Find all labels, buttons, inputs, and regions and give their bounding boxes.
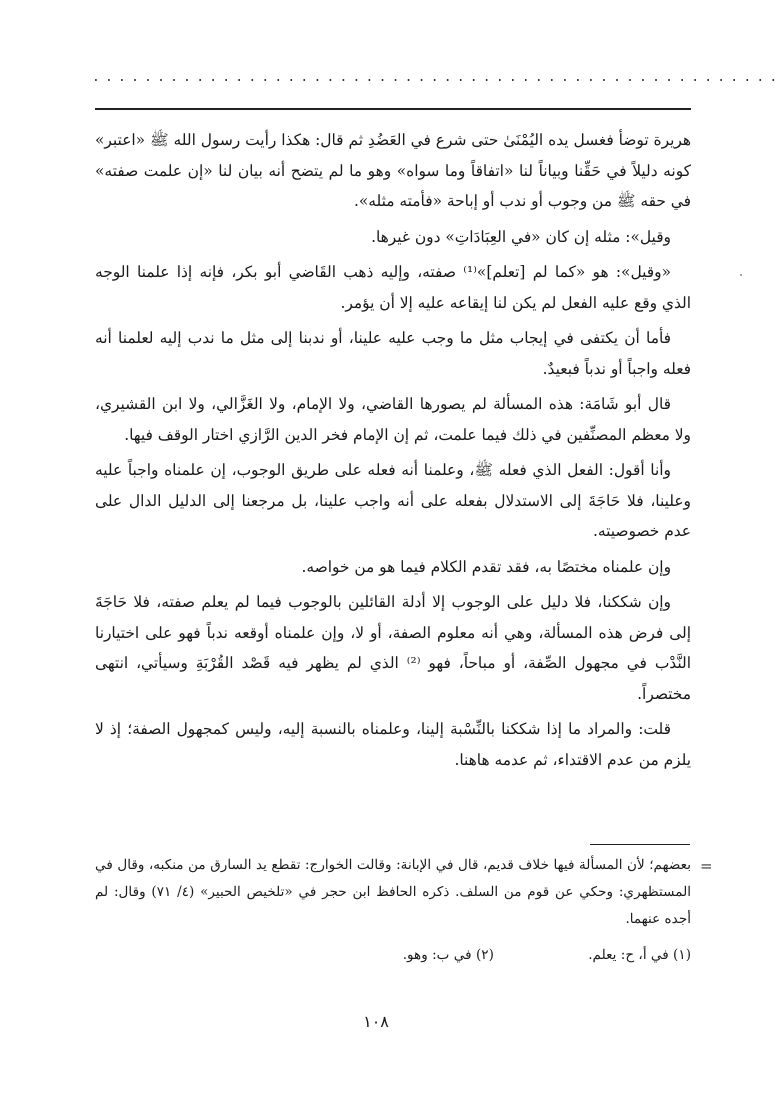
paragraph: «وقيل»: هو «كما لم [تعلم]»⁽¹⁾ صفته، وإليه ذهب القَاضي أبو بكر، فإنه إذا علمنا الوجه الذي وقع عليه الفعل لم يكن لنا إيقاعه عليه إلا أن يؤمر. [95,263,691,312]
footnote-1: (١) في أ، ح: يعلم. [588,947,691,963]
scan-speck [740,274,742,276]
footnote-refs [95,942,691,969]
footnotes-area [95,852,691,933]
paragraph: وأنا أقول: الفعل الذي فعله ﷺ، وعلمنا أنه فعله على طريق الوجوب، إن علمناه واجباً عليه وعلينا، فلا حَاجَةَ إلى الاستدلال بفعله على أنه واجب علينا، بل مرجعنا إلى الدليل الدال على عدم خصوصيته. [95,461,691,540]
paragraph: وقيل»: مثله إن كان «في العِبَادَاتِ» دون غيرها. [371,227,671,246]
header-rule [95,108,691,110]
footnote-continuation-mark: = [700,857,713,875]
footnote-continuation: بعضهم؛ لأن المسألة فيها خلاف قديم، قال في الإبانة: وقالت الخوارج: تقطع يد السارق من منكبه، وقال في المستظهري: وحكي عن قوم من السلف. ذكره الحافظ ابن حجر في «تلخيص الحبير» (٤/ ٧١) وقال: لم أجده عنهما. [95,857,691,927]
header-dots: ..................................................... [92,70,782,85]
paragraph: قلت: والمراد ما إذا شككنا بالنِّسْبة إلينا، وعلمناه بالنسبة إليه، وليس كمجهول الصفة؛ إذ لا يلزم من عدم الاقتداء، ثم عدمه هاهنا. [95,720,691,769]
main-text [95,125,691,780]
paragraph: قال أبو شَامَة: هذه المسألة لم يصورها القاضي، ولا الإمام، ولا الغَزَّالي، ولا ابن القشيري، ولا معظم المصنِّفين في ذلك فيما علمت، ثم إن الإمام فخر الدين الرَّازي اختار الوقف فيها. [95,395,691,444]
paragraph: فأما أن يكتفى في إيجاب مثل ما وجب عليه علينا، أو ندبنا إلى مثل ما ندب إليه لعلمنا أنه فعله واجباً أو ندباً فبعيدٌ. [95,329,691,378]
paragraph: هريرة توضأ فغسل يده اليُمْنَىٰ حتى شرع في العَضُدِ ثم قال: هكذا رأيت رسول الله ﷺ «اعتبر» كونه دليلاً في حَقِّنا وبياناً لنا «اتفاقاً وما سواه» وهو ما لم يتضح أنه بيان لنا «إن علمت صفته» في حقه ﷺ من وجوب أو ندب أو إباحة «فأمته مثله». [95,131,691,210]
footnote-rule [590,844,690,845]
page-number: ١٠٨ [363,1012,389,1031]
paragraph: وإن علمناه مختصًا به، فقد تقدم الكلام فيما هو من خواصه. [301,557,671,576]
footnote-2: (٢) في ب: وهو. [402,947,494,963]
paragraph: وإن شككنا، فلا دليل على الوجوب إلا أدلة القائلين بالوجوب فيما لم يعلم صفته، فلا حَاجَةَ إلى فرض هذه المسألة، وهي أنه معلوم الصفة، أو لا، وإن علمناه أوقعه ندباً فهو على اختيارنا النَّدْب في مجهول الصِّفة، أو مباحاً، فهو ⁽²⁾ الذي لم يظهر فيه قَصْد القُرْبَةِ وسيأتي، انتهى مختصراً. [95,593,691,703]
